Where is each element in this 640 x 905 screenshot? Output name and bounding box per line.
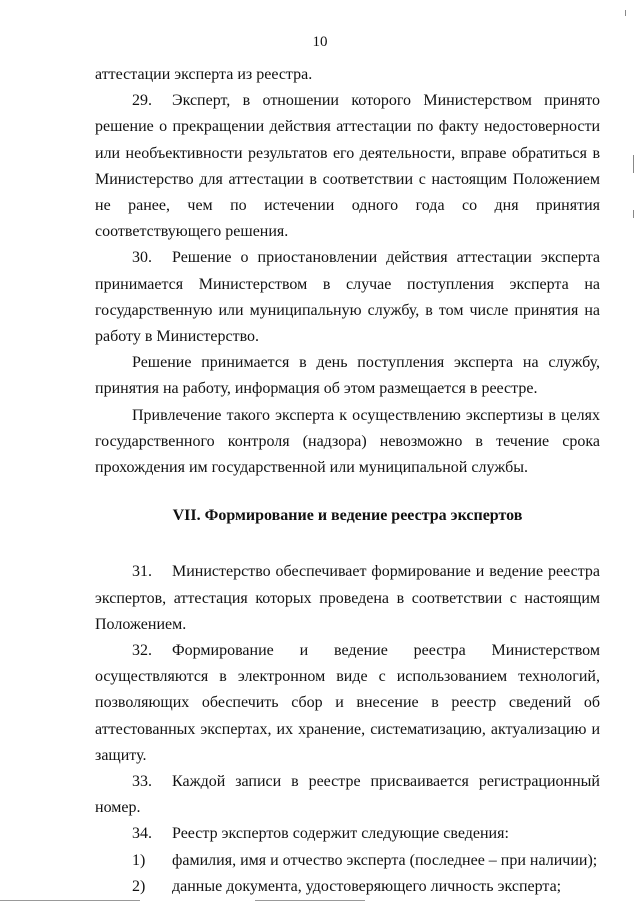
scan-bottom-line [0, 900, 140, 901]
paragraph-text: Привлечение такого эксперта к осуществлению экспертизы в целях государственного контроля (надзора) невозможно в течение срока прохождения им государственной или муниципальной службы. [95, 406, 600, 477]
list-item-1 [95, 848, 600, 874]
paragraph-number: 32. [132, 642, 152, 660]
scan-edge-mark [633, 155, 634, 173]
paragraph-number: 31. [132, 563, 152, 581]
list-item-number: 2) [132, 877, 146, 895]
paragraph-33 [95, 769, 600, 821]
paragraph-text: Формирование и ведение реестра Министерством осуществляются в электронном виде с использованием технологий, позволяющих обеспечить сбор и внесение в реестр сведений об аттестованных экспертах, их хранение, систематизацию, актуализацию и защиту. [95, 642, 600, 764]
paragraph-34 [95, 821, 600, 847]
paragraph-text: Реестр экспертов содержит следующие сведения: [172, 825, 509, 843]
list-item-2 [95, 874, 600, 900]
paragraph-text: Решение принимается в день поступления эксперта на службу, принятия на работу, информация об этом размещается в реестре. [95, 354, 600, 398]
paragraph-31 [95, 559, 600, 638]
paragraph-32 [95, 638, 600, 769]
list-item-text: данные документа, удостоверяющего личность эксперта; [172, 877, 562, 895]
paragraph-30 [95, 245, 600, 350]
paragraph-text: Решение о приостановлении действия аттестации эксперта принимается Министерством в случае поступления эксперта на государственную или муниципальную службу, в том числе принятия на работу в Министерство. [95, 249, 600, 346]
list-item-number: 1) [132, 851, 146, 869]
paragraph-decision-day [95, 350, 600, 402]
paragraph-text: аттестации эксперта из реестра. [95, 66, 313, 83]
paragraph-involvement [95, 403, 600, 482]
paragraph-text: Министерство обеспечивает формирование и ведение реестра экспертов, аттестация которых проведена в соответствии с настоящим Положением. [95, 563, 600, 633]
paragraph-continuation [95, 62, 600, 88]
paragraph-number: 33. [132, 773, 152, 791]
document-body [95, 62, 600, 900]
paragraph-number: 30. [132, 249, 152, 267]
paragraph-29 [95, 88, 600, 245]
list-item-text: фамилия, имя и отчество эксперта (последнее – при наличии); [172, 851, 598, 869]
paragraph-number: 29. [132, 92, 152, 110]
paragraph-text: Эксперт, в отношении которого Министерством принято решение о прекращении действия аттестации по факту недостоверности или необъективности результатов его деятельности, вправе обратиться в Министерство для аттестации в соответствии с настоящим Положением не ранее, чем по истечении одного года со дня принятия соответствующего решения. [95, 92, 600, 241]
section-heading: VII. Формирование и ведение реестра экспертов [172, 507, 523, 525]
scan-edge-mark [625, 10, 626, 16]
page-number: 10 [312, 34, 328, 50]
scan-bottom-line [255, 900, 365, 901]
paragraph-number: 34. [132, 825, 152, 843]
paragraph-text: Каждой записи в реестре присваивается регистрационный номер. [95, 773, 600, 817]
scan-edge-mark [633, 210, 634, 218]
